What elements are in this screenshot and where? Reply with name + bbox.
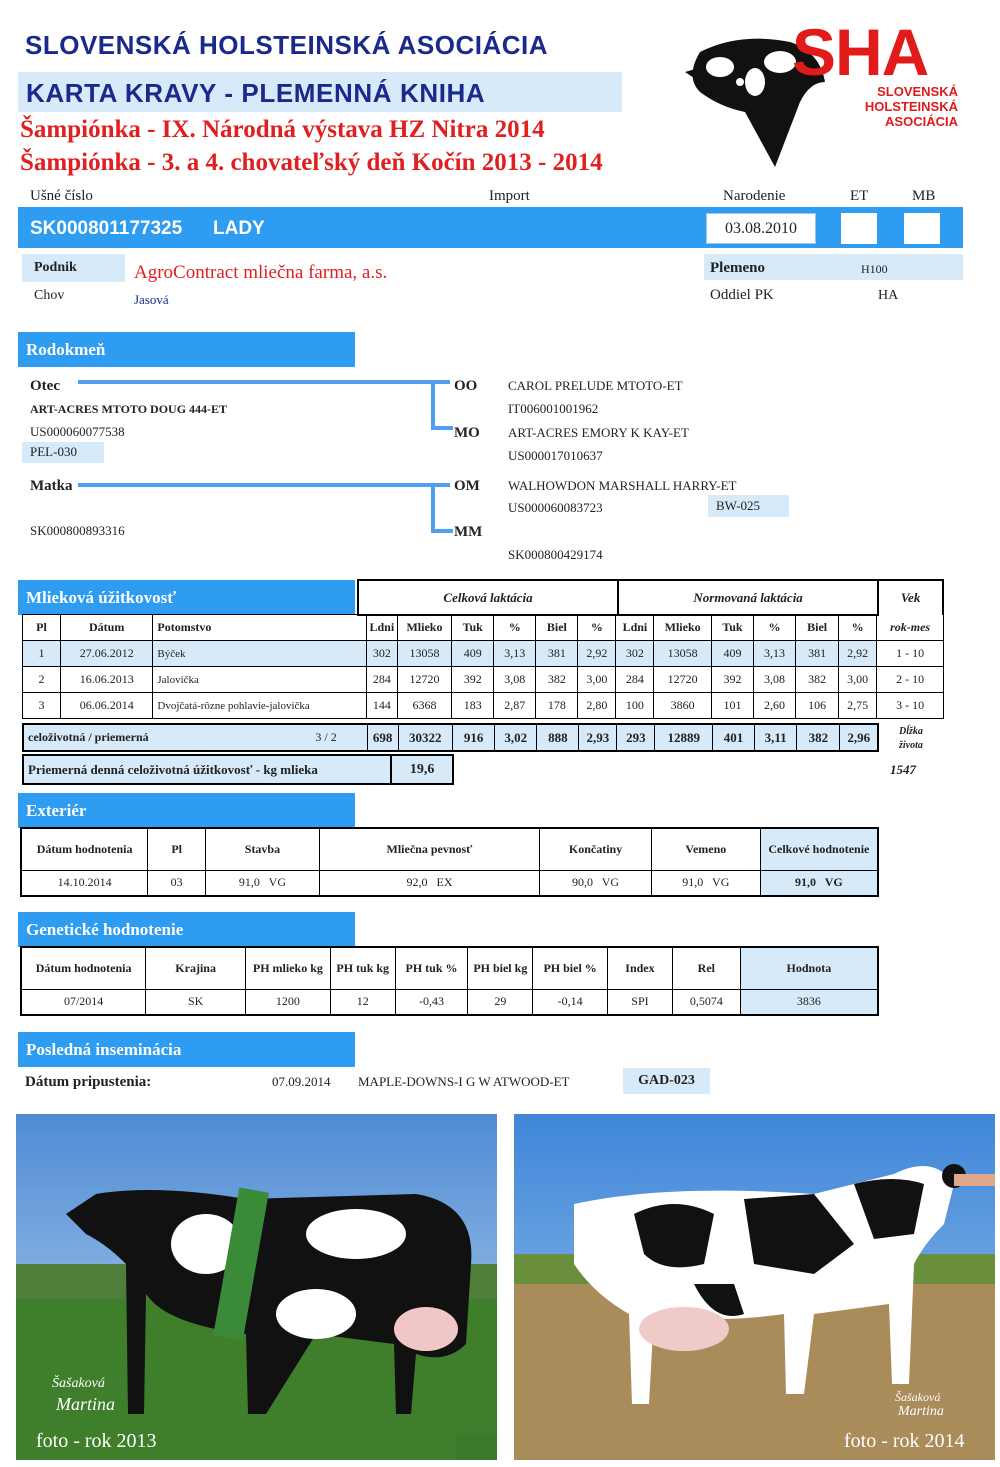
cell: 90,0 VG	[540, 870, 652, 896]
col-protein-pct-n: %	[839, 615, 877, 641]
section-label: Oddiel PK	[710, 287, 774, 303]
col-fat-pct-n: %	[753, 615, 795, 641]
col-pl: Pl	[23, 615, 61, 641]
et-label: ET	[850, 188, 869, 204]
cell: 382	[796, 667, 839, 693]
cell: 302	[366, 641, 397, 667]
norm-lactation-label: Normovaná laktácia	[618, 580, 878, 615]
milk-table	[22, 614, 944, 719]
photo-caption-2013: foto - rok 2013	[36, 1430, 157, 1452]
sire-id: US000060077538	[30, 424, 125, 439]
cell: 14.10.2014	[21, 870, 148, 896]
om-code: BW-025	[708, 495, 789, 517]
life-value: 1547	[890, 762, 916, 777]
summary-count: 3 / 2	[315, 730, 337, 744]
cell: 91,0 VG	[206, 870, 320, 896]
cell: 3,00	[578, 667, 616, 693]
breed-value: H100	[861, 262, 888, 276]
insemination-date: 07.09.2014	[272, 1074, 331, 1089]
birth-label: Narodenie	[723, 188, 786, 204]
cell: 409	[452, 641, 494, 667]
import-label: Import	[489, 188, 530, 204]
cell: 1	[23, 641, 61, 667]
cell: -0,43	[395, 989, 468, 1015]
cell: 29	[468, 989, 533, 1015]
mb-label: MB	[912, 188, 936, 204]
col-ext-udder: Vemeno	[651, 828, 760, 870]
cell: 12720	[397, 667, 451, 693]
sire-label: Otec	[30, 378, 60, 394]
insemination-date-label: Dátum pripustenia:	[25, 1074, 152, 1090]
cell: 6368	[397, 693, 451, 719]
mo-label: MO	[454, 425, 480, 441]
cell: 3,11	[755, 724, 797, 751]
cell: 2,80	[578, 693, 616, 719]
insemination-bull: MAPLE-DOWNS-I G W ATWOOD-ET	[358, 1074, 570, 1089]
cell: 3,13	[494, 641, 536, 667]
farm-label: Podnik	[34, 260, 77, 275]
cell: 284	[616, 667, 654, 693]
cell: 382	[536, 667, 578, 693]
sire-line	[78, 380, 450, 384]
cow-photo-2014	[514, 1114, 995, 1460]
cell: 100	[616, 693, 654, 719]
mm-line	[431, 529, 453, 533]
oo-id: IT006001001962	[508, 401, 599, 416]
birth-date: 03.08.2010	[706, 213, 816, 244]
watermark-line-1: Šašaková	[52, 1376, 105, 1391]
cell: 101	[711, 693, 753, 719]
cell: 382	[797, 724, 840, 751]
dam-branch-line	[431, 483, 435, 533]
col-protein-n: Biel	[796, 615, 839, 641]
cell: 2 - 10	[877, 667, 944, 693]
table-row	[23, 641, 944, 667]
cell: 2,92	[578, 641, 616, 667]
photo-caption-2014: foto - rok 2014	[844, 1430, 965, 1452]
cell: 302	[616, 641, 654, 667]
cell: 0,5074	[672, 989, 740, 1015]
dam-line	[78, 483, 450, 487]
col-gen-fat-pct: PH tuk %	[395, 947, 468, 989]
cell: 2,87	[494, 693, 536, 719]
col-milk: Mlieko	[397, 615, 451, 641]
watermark-line-2: Martina	[56, 1394, 116, 1414]
cell: 409	[711, 641, 753, 667]
ear-number: SK000801177325	[30, 218, 183, 239]
cell: 1 - 10	[877, 641, 944, 667]
cell: 381	[536, 641, 578, 667]
col-ldni: Ldni	[366, 615, 397, 641]
cell: 2,96	[840, 724, 878, 751]
cell: 3,02	[495, 724, 537, 751]
cell: 03	[148, 870, 206, 896]
cell: Býček	[153, 641, 367, 667]
mb-box	[904, 213, 940, 244]
sire-code: PEL-030	[22, 442, 104, 463]
cell: 3836	[740, 989, 878, 1015]
watermark-line-2-right: Martina	[898, 1404, 944, 1419]
exterior-table	[20, 827, 879, 897]
milk-summary-table	[22, 723, 879, 752]
cell: 12889	[655, 724, 713, 751]
cow-photo-2013	[16, 1114, 497, 1460]
cell: 3,08	[753, 667, 795, 693]
logo-sha-text: SHA	[792, 15, 929, 89]
champion-title-2: Šampiónka - 3. a 4. chovateľský deň Kočín 2013 - 2014	[20, 149, 603, 176]
oo-name: CAROL PRELUDE MTOTO-ET	[508, 378, 683, 393]
cell: 2,93	[579, 724, 617, 751]
col-fat-pct: %	[494, 615, 536, 641]
col-gen-country: Krajina	[146, 947, 246, 989]
cell: 07/2014	[21, 989, 146, 1015]
col-date: Dátum	[60, 615, 152, 641]
association-title: SLOVENSKÁ HOLSTEINSKÁ ASOCIÁCIA	[25, 30, 549, 60]
cell: 916	[453, 724, 495, 751]
mm-id: SK000800429174	[508, 547, 603, 562]
col-offspring: Potomstvo	[153, 615, 367, 641]
cell: 27.06.2012	[60, 641, 152, 667]
life-label-2: života	[899, 740, 923, 751]
logo-sub-1: SLOVENSKÁ	[877, 84, 958, 99]
total-lactation-label: Celková laktácia	[358, 580, 618, 615]
summary-label: celoživotná / priemerná	[28, 730, 149, 744]
daily-row	[23, 755, 453, 784]
cell: 2,75	[839, 693, 877, 719]
col-gen-date: Dátum hodnotenia	[21, 947, 146, 989]
col-age: rok-mes	[877, 615, 944, 641]
age-label: Vek	[878, 580, 943, 615]
sire-branch-line	[431, 380, 435, 430]
life-label-1: Dĺžka	[899, 726, 923, 737]
cell: SPI	[608, 989, 673, 1015]
ear-number-label: Ušné číslo	[30, 188, 93, 204]
exterior-header-row	[21, 828, 878, 870]
cell: 3 - 10	[877, 693, 944, 719]
dam-id: SK000800893316	[30, 523, 125, 538]
watermark-line-1-right: Šašaková	[895, 1390, 941, 1404]
col-gen-protein: PH biel kg	[468, 947, 533, 989]
cell: 144	[366, 693, 397, 719]
card-title: KARTA KRAVY - PLEMENNÁ KNIHA	[26, 78, 486, 108]
om-label: OM	[454, 478, 480, 494]
col-ext-total: Celkové hodnotenie	[760, 828, 878, 870]
cell: SK	[146, 989, 246, 1015]
col-ext-legs: Končatiny	[540, 828, 652, 870]
cell: 178	[536, 693, 578, 719]
cell: 12	[330, 989, 395, 1015]
table-row	[23, 693, 944, 719]
cell: 381	[796, 641, 839, 667]
col-fat-n: Tuk	[711, 615, 753, 641]
om-id: US000060083723	[508, 500, 603, 515]
cell: 13058	[654, 641, 711, 667]
mo-name: ART-ACRES EMORY K KAY-ET	[508, 425, 689, 440]
col-ext-dairy: Mliečna pevnosť	[319, 828, 539, 870]
summary-row	[23, 724, 878, 751]
cell: 3,08	[494, 667, 536, 693]
cell: 401	[712, 724, 754, 751]
table-row	[23, 667, 944, 693]
col-gen-fat: PH tuk kg	[330, 947, 395, 989]
cell: 183	[452, 693, 494, 719]
milk-heading: Mlieková úžitkovosť	[18, 580, 355, 615]
col-ext-date: Dátum hodnotenia	[21, 828, 148, 870]
daily-table	[22, 754, 454, 785]
cell: 16.06.2013	[60, 667, 152, 693]
herd-label: Chov	[34, 288, 65, 303]
table-row	[21, 870, 878, 896]
sire-name: ART-ACRES MTOTO DOUG 444-ET	[30, 402, 228, 416]
cell: 106	[796, 693, 839, 719]
col-protein-pct: %	[578, 615, 616, 641]
cell: 3,00	[839, 667, 877, 693]
cell: 13058	[397, 641, 451, 667]
daily-value: 19,6	[391, 755, 453, 784]
cell: 392	[711, 667, 753, 693]
daily-label: Priemerná denná celoživotná úžitkovosť - kg mlieka	[23, 755, 391, 784]
cell: 2,60	[753, 693, 795, 719]
cell: 888	[537, 724, 579, 751]
milk-group-header	[357, 579, 944, 616]
genetic-heading: Genetické hodnotenie	[18, 912, 355, 947]
mm-label: MM	[454, 524, 483, 540]
mo-line	[431, 426, 453, 430]
col-gen-rel: Rel	[672, 947, 740, 989]
om-name: WALHOWDON MARSHALL HARRY-ET	[508, 478, 737, 493]
cell: 698	[367, 724, 398, 751]
insemination-code: GAD-023	[623, 1068, 710, 1094]
cell: 91,0 VG	[760, 870, 878, 896]
col-protein: Biel	[536, 615, 578, 641]
cell: 3860	[654, 693, 711, 719]
table-row	[21, 989, 878, 1015]
cell: -0,14	[533, 989, 608, 1015]
cell: 91,0 VG	[651, 870, 760, 896]
herd-value: Jasová	[134, 292, 169, 307]
col-gen-index: Index	[608, 947, 673, 989]
dam-label: Matka	[30, 478, 73, 494]
exterior-heading: Exteriér	[18, 793, 355, 828]
cell: 392	[452, 667, 494, 693]
cell: 3,13	[753, 641, 795, 667]
col-gen-protein-pct: PH biel %	[533, 947, 608, 989]
genetic-header-row	[21, 947, 878, 989]
genetic-table	[20, 946, 879, 1016]
cell: 1200	[246, 989, 331, 1015]
champion-title-1: Šampiónka - IX. Národná výstava HZ Nitra 2014	[20, 116, 545, 143]
oo-label: OO	[454, 378, 478, 394]
milk-header-row	[23, 615, 944, 641]
insemination-heading: Posledná inseminácia	[18, 1032, 355, 1067]
col-fat: Tuk	[452, 615, 494, 641]
cell: 2,92	[839, 641, 877, 667]
cell: 12720	[654, 667, 711, 693]
col-ext-pl: Pl	[148, 828, 206, 870]
farm-value: AgroContract mliečna farma, a.s.	[134, 262, 388, 283]
cell: 284	[366, 667, 397, 693]
cell: 30322	[398, 724, 452, 751]
et-box	[841, 213, 877, 244]
cell: 92,0 EX	[319, 870, 539, 896]
col-ext-build: Stavba	[206, 828, 320, 870]
cow-name: LADY	[213, 218, 265, 239]
col-gen-milk: PH mlieko kg	[246, 947, 331, 989]
col-ldni-n: Ldni	[616, 615, 654, 641]
cell: Dvojčatá-rôzne pohlavie-jalovička	[153, 693, 367, 719]
col-milk-n: Mlieko	[654, 615, 711, 641]
col-gen-value: Hodnota	[740, 947, 878, 989]
cell: 06.06.2014	[60, 693, 152, 719]
breed-label: Plemeno	[710, 260, 765, 276]
cell: 3	[23, 693, 61, 719]
cell: 293	[617, 724, 655, 751]
section-value: HA	[878, 288, 899, 303]
summary-label-cell	[23, 724, 367, 751]
cell: 2	[23, 667, 61, 693]
cell: Jalovička	[153, 667, 367, 693]
mo-id: US000017010637	[508, 448, 603, 463]
pedigree-heading: Rodokmeň	[18, 332, 355, 367]
logo-sub-2: HOLSTEINSKÁ ASOCIÁCIA	[864, 99, 958, 129]
